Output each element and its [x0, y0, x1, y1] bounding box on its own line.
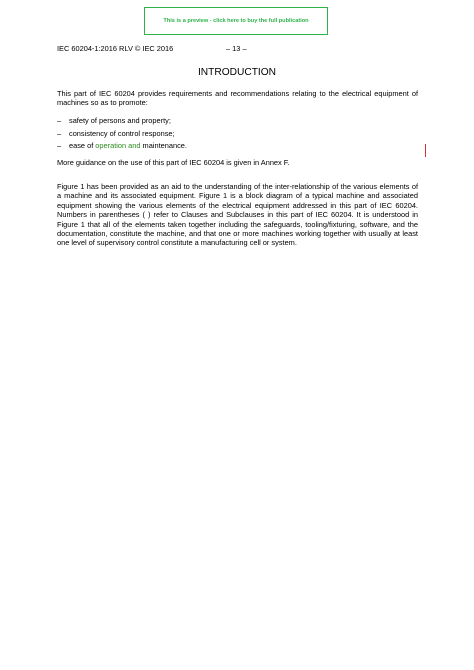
list-item-text: consistency of control response; [69, 128, 175, 138]
list-item [57, 115, 418, 128]
annex-paragraph: More guidance on the use of this part of IEC 60204 is given in Annex F. [57, 158, 290, 167]
list-dash: – [57, 128, 62, 138]
list-dash: – [57, 116, 62, 125]
intro-paragraph: This part of IEC 60204 provides requirements and recommendations relating to the electrical equipment of machines so as to promote: [57, 89, 418, 108]
page-number: – 13 – [226, 44, 247, 53]
banner-text[interactable]: This is a preview - click here to buy the full publication [163, 18, 309, 24]
inserted-text: operation and [95, 141, 141, 150]
list-item-text: safety of persons and property; [69, 116, 171, 125]
list-item-text-start: ease of [69, 141, 96, 150]
list-item [57, 128, 418, 141]
list-item-text-end: maintenance. [140, 141, 187, 150]
document-id: IEC 60204-1:2016 RLV © IEC 2016 [57, 44, 174, 53]
page-header [57, 44, 247, 53]
buy-publication-banner[interactable] [144, 7, 328, 35]
revision-mark [425, 144, 426, 157]
list-item-text [69, 140, 187, 153]
list-dash: – [57, 141, 62, 150]
list-item [57, 140, 418, 153]
promotion-list [57, 115, 418, 153]
figure-paragraph: Figure 1 has been provided as an aid to the understanding of the inter-relationship of the various elements of a machine and its associated equipment. Figure 1 is a block diagram of a typical machine and associated equipment showing the various elements of the electrical equipment addressed in this part of IEC 60204. Numbers in parentheses ( ) refer to Clauses and Subclauses in this part of IEC 60204. It is understood in Figure 1 that all of the elements taken together including the safeguards, tooling/fixturing, software, and the documentation, constitute the machine, and that one or more machines working together with usually at least one level of supervisory control constitute a manufacturing cell or system. [57, 182, 418, 248]
section-heading: INTRODUCTION [197, 67, 277, 78]
